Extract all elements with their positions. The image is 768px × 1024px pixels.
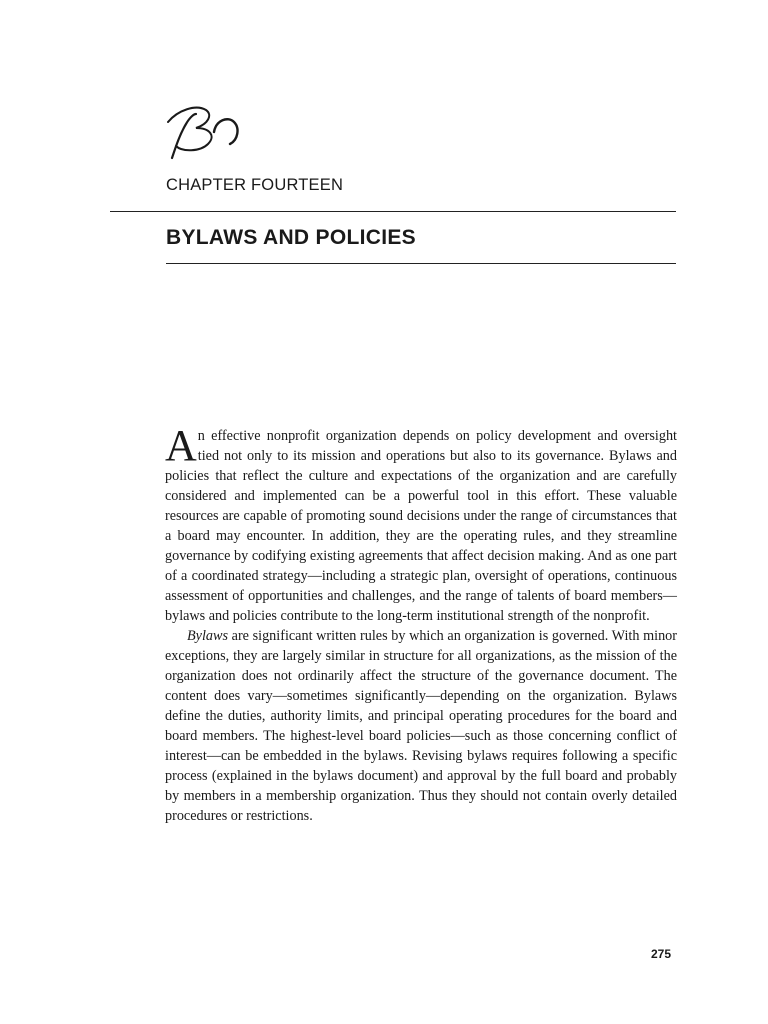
bylaws-paragraph bbox=[165, 626, 677, 826]
chapter-number-label: CHAPTER FOURTEEN bbox=[166, 176, 344, 194]
intro-paragraph-text: n effective nonprofit organization depends on policy development and oversight tied not only to its mission and operations but also to its governance. Bylaws and policies that reflect the culture and expectations of the organization and are carefully considered and implemented can be a powerful tool in this effort. These valuable resources are capable of promoting sound decisions under the range of circumstances that a board may encounter. In addition, they are the operating rules, and they streamline governance by codifying existing agreements that affect decision making. And as one part of a coordinated strategy—including a strategic plan, oversight of operations, continuous assessment of opportunities and challenges, and the range of talents of board members—bylaws and policies contribute to the long-term institutional strength of the nonprofit. bbox=[165, 428, 677, 624]
chapter-title: BYLAWS AND POLICIES bbox=[166, 226, 416, 249]
drop-cap: A bbox=[165, 421, 197, 470]
bylaws-paragraph-text: are significant written rules by which an organization is governed. With minor exceptions, they are largely similar in structure for all organizations, as the mission of the organization does not ordinarily affect the structure of the governance document. The content does vary—sometimes significantly—depending on the organization. Bylaws define the duties, authority limits, and principal operating procedures for the board and board members. The highest-level board policies—such as those concerning conflict of interest—can be embedded in the bylaws. Revising bylaws requires following a specific process (explained in the bylaws document) and approval by the full board and probably by members in a membership organization. Thus they should not contain overly detailed procedures or restrictions. bbox=[165, 628, 677, 824]
chapter-header-top-rule bbox=[110, 211, 676, 212]
intro-paragraph bbox=[165, 421, 677, 626]
page-number: 275 bbox=[651, 947, 672, 961]
chapter-header-bottom-rule bbox=[166, 263, 676, 264]
bylaws-term: Bylaws bbox=[187, 628, 228, 644]
chapter-body-text bbox=[165, 421, 677, 826]
chapter-ornament-icon bbox=[166, 102, 246, 162]
